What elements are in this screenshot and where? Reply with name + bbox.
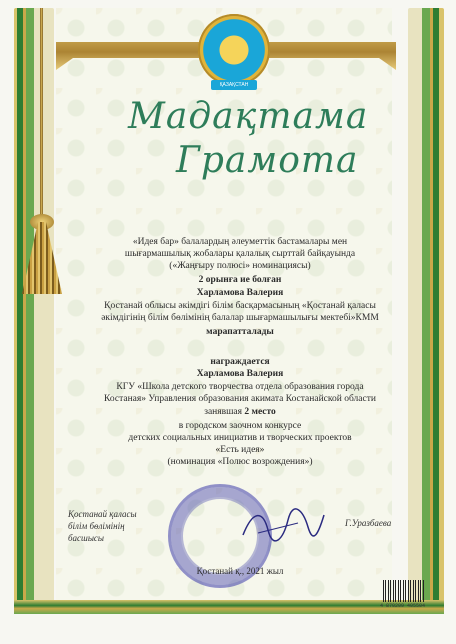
kazakh-org-line: әкімдігінің білім бөлімінің балалар шығармашылығы мектебі»КММ	[101, 313, 379, 323]
kazakh-org-line: Қостанай облысы әкімдігі білім басқармасының «Қостанай қаласы	[104, 301, 376, 311]
russian-place: занявшая 2 место	[204, 407, 276, 417]
russian-org-line: КГУ «Школа детского творчества отдела образования города	[116, 382, 364, 392]
russian-awarded: награждается	[210, 357, 270, 367]
state-emblem-icon	[198, 14, 270, 86]
kazakh-organization	[90, 300, 390, 324]
barcode-number: 4 870209 405504	[380, 603, 426, 609]
handwritten-signature-icon	[238, 505, 328, 545]
emblem-label: ҚАЗАҚСТАН	[211, 80, 257, 90]
place-and-date: Қостанай қ., 2021 жыл	[196, 566, 284, 576]
left-ornamental-border	[14, 8, 54, 608]
kazakh-intro-line: («Жаңғыру полюсі» номинациясы)	[169, 261, 311, 271]
russian-contest-line: детских социальных инициатив и творческих проектов	[128, 433, 352, 443]
russian-contest	[90, 420, 390, 468]
kazakh-place: 2 орынға ие болған	[198, 275, 282, 285]
signatory-name: Г.Уразбаева	[345, 518, 392, 528]
kazakh-intro-line: шығармашылық жобалары қалалық сырттай байқауында	[124, 249, 356, 259]
kazakh-awarded: марапатталады	[206, 327, 274, 337]
right-ornamental-border	[408, 8, 444, 608]
title-line-1: Мадақтама	[128, 96, 369, 137]
russian-recipient-name: Харламова Валерия	[196, 369, 284, 379]
kazakh-recipient-name: Харламова Валерия	[196, 288, 284, 298]
russian-contest-line: в городском заочном конкурсе	[178, 421, 302, 431]
signatory-title: Қостанай қаласы білім бөлімінің басшысы	[68, 509, 137, 543]
tassel-cord	[40, 8, 43, 228]
kazakh-intro	[90, 236, 390, 272]
russian-contest-line: (номинация «Полюс возрождения»)	[167, 457, 313, 467]
title-line-2: Грамота	[176, 140, 359, 181]
kazakh-intro-line: «Идея бар» балалардың әлеуметтік бастамалары мен	[132, 237, 348, 247]
barcode-icon	[383, 580, 425, 602]
russian-contest-line: «Есть идея»	[215, 445, 265, 455]
russian-organization	[90, 381, 390, 405]
russian-org-line: Костаная» Управления образования акимата Костанайской области	[104, 394, 376, 404]
